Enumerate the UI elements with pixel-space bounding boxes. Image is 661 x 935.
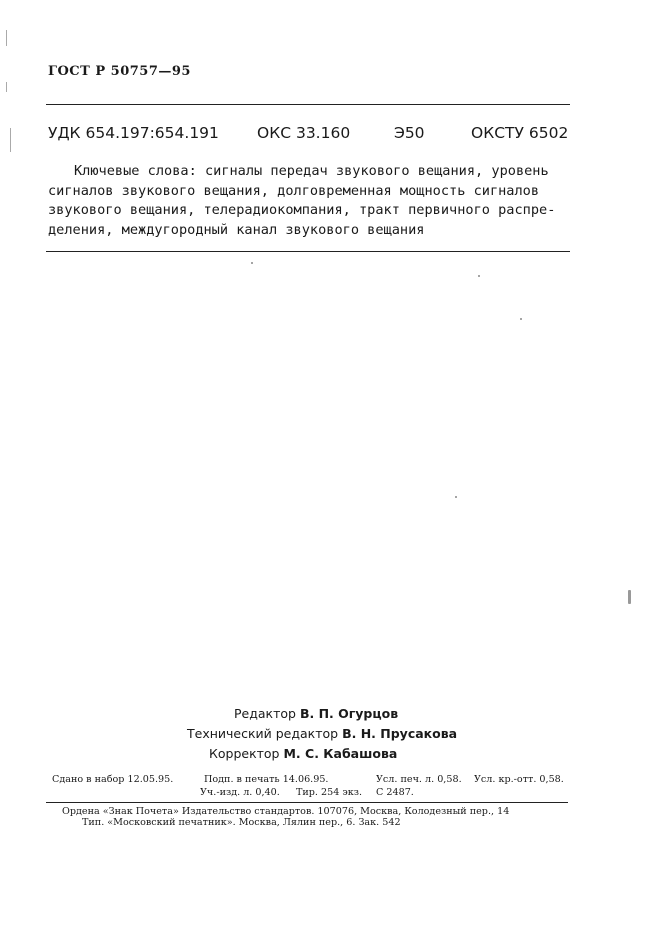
scan-speck [628, 590, 631, 604]
scan-speck [251, 262, 253, 264]
publisher-line: Ордена «Знак Почета» Издательство стандартов. 107076, Москва, Колодезный пер., 14 [62, 806, 510, 817]
keywords-line: деления, междугородный канал звукового вещания [48, 221, 425, 238]
color-prints: Усл. кр.-отт. 0,58. [474, 774, 564, 785]
printer-block [62, 806, 582, 828]
printer-line: Тип. «Московский печатник». Москва, Лялин пер., 6. Зак. 542 [82, 817, 401, 828]
oks-code: ОКС 33.160 [257, 124, 351, 142]
keywords-block [48, 162, 572, 240]
signed-date: Подп. в печать 14.06.95. [204, 774, 329, 785]
order-number: С 2487. [376, 787, 414, 798]
scan-margin-mark [6, 30, 7, 46]
scan-speck [520, 318, 522, 320]
classification-row [48, 124, 572, 146]
imprint-row [52, 773, 582, 786]
top-divider [46, 104, 570, 105]
tech-editor-name: В. Н. Прусакова [342, 726, 458, 741]
print-sheets: Усл. печ. л. 0,58. [376, 774, 462, 785]
submitted-date: Сдано в набор 12.05.95. [52, 774, 174, 785]
corrector-role: Корректор [209, 746, 280, 761]
tech-editor-row [187, 724, 487, 744]
editor-name: В. П. Огурцов [299, 706, 399, 721]
udk-code: УДК 654.197:654.191 [48, 124, 219, 142]
editor-role: Редактор [234, 706, 296, 721]
publishing-sheets: Уч.-изд. л. 0,40. [200, 787, 280, 798]
imprint-divider [46, 802, 568, 803]
scan-margin-mark [6, 82, 7, 92]
okstu-code: ОКСТУ 6502 [471, 124, 569, 142]
keywords-line: звукового вещания, телерадиокомпания, тракт первичного распре- [48, 202, 556, 218]
scan-speck [478, 275, 480, 277]
print-run: Тир. 254 экз. [296, 787, 363, 798]
editors-block [187, 704, 487, 764]
keywords-line: Ключевые слова: сигналы передач звукового вещания, уровень [74, 163, 549, 179]
middle-divider [46, 251, 570, 252]
scan-margin-mark [10, 128, 11, 152]
corrector-name: М. С. Кабашова [283, 746, 398, 761]
scan-speck [455, 496, 457, 498]
tech-editor-role: Технический редактор [187, 726, 339, 741]
editor-row [187, 704, 487, 724]
group-code: Э50 [394, 124, 425, 142]
document-code: ГОСТ Р 50757—95 [48, 64, 191, 79]
imprint-block [52, 773, 582, 799]
imprint-row [52, 786, 582, 799]
corrector-row [187, 744, 487, 764]
keywords-line: сигналов звукового вещания, долговременная мощность сигналов [48, 182, 540, 199]
